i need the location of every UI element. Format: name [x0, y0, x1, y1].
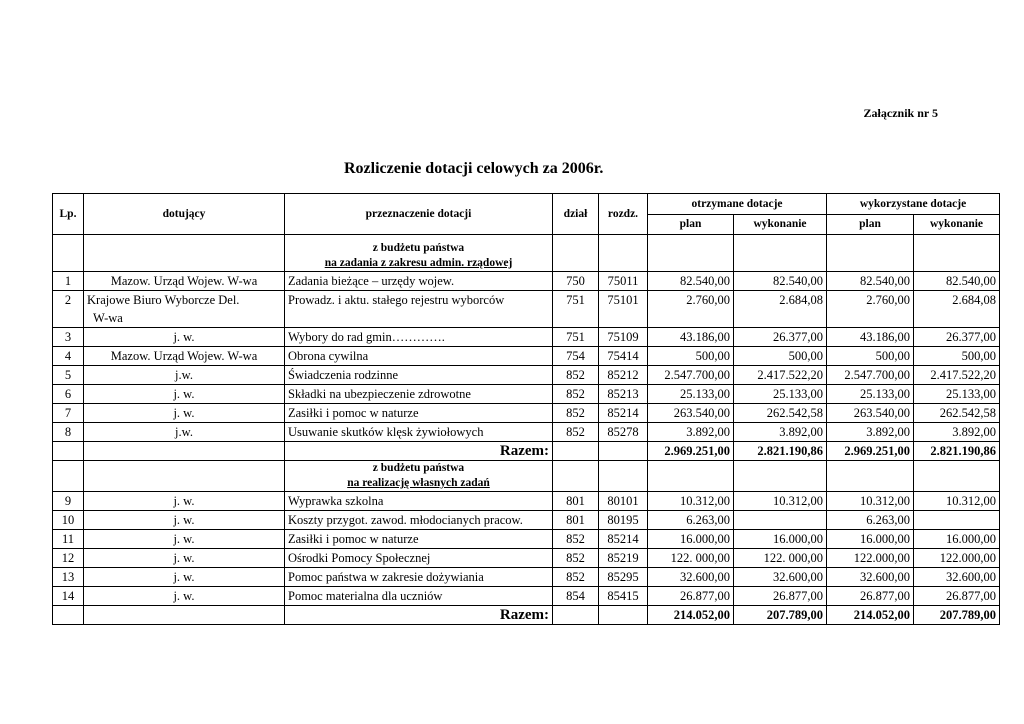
section-1-total-otrzymane-wykonanie: 2.821.190,86 — [734, 442, 827, 461]
header-przeznaczenie: przeznaczenie dotacji — [285, 194, 553, 235]
row-otrzymane-plan: 2.760,00 — [648, 291, 734, 328]
row-przeznaczenie: Koszty przygot. zawod. młodocianych pracow. — [285, 511, 553, 530]
section-2-total-wykorzystane-plan: 214.052,00 — [827, 606, 914, 625]
table-row — [53, 568, 1000, 587]
row-lp: 11 — [53, 530, 84, 549]
row-przeznaczenie: Zasiłki i pomoc w naturze — [285, 404, 553, 423]
row-wykorzystane-plan: 3.892,00 — [827, 423, 914, 442]
row-dotujacy-line2: W-wa — [93, 311, 123, 325]
subsidy-table — [52, 193, 1000, 625]
row-wykorzystane-plan: 2.547.700,00 — [827, 366, 914, 385]
row-wykorzystane-wykonanie: 2.417.522,20 — [914, 366, 1000, 385]
row-rozdz: 75101 — [599, 291, 648, 328]
row-rozdz: 85219 — [599, 549, 648, 568]
row-dzial: 801 — [553, 492, 599, 511]
header-dzial: dział — [553, 194, 599, 235]
row-dotujacy: Mazow. Urząd Wojew. W-wa — [84, 272, 285, 291]
section-2-total-otrzymane-plan: 214.052,00 — [648, 606, 734, 625]
table-row — [53, 423, 1000, 442]
section-1-total-row — [53, 442, 1000, 461]
row-rozdz: 85278 — [599, 423, 648, 442]
row-dotujacy: j. w. — [84, 511, 285, 530]
row-lp: 12 — [53, 549, 84, 568]
header-rozdz: rozdz. — [599, 194, 648, 235]
row-dotujacy: j. w. — [84, 549, 285, 568]
table-row — [53, 549, 1000, 568]
row-rozdz: 85213 — [599, 385, 648, 404]
table-row — [53, 366, 1000, 385]
table-row — [53, 587, 1000, 606]
row-otrzymane-wykonanie: 26.377,00 — [734, 328, 827, 347]
row-otrzymane-plan: 82.540,00 — [648, 272, 734, 291]
row-wykorzystane-plan: 10.312,00 — [827, 492, 914, 511]
header-wykorzystane-wykonanie: wykonanie — [914, 214, 1000, 235]
header-dotujacy: dotujący — [84, 194, 285, 235]
row-wykorzystane-plan: 32.600,00 — [827, 568, 914, 587]
row-wykorzystane-wykonanie: 2.684,08 — [914, 291, 1000, 328]
row-dotujacy: j. w. — [84, 385, 285, 404]
row-lp: 6 — [53, 385, 84, 404]
table-body — [53, 235, 1000, 625]
row-wykorzystane-wykonanie — [914, 511, 1000, 530]
section-1-total-wykorzystane-wykonanie: 2.821.190,86 — [914, 442, 1000, 461]
row-rozdz: 85214 — [599, 530, 648, 549]
row-otrzymane-wykonanie: 82.540,00 — [734, 272, 827, 291]
row-otrzymane-wykonanie: 16.000,00 — [734, 530, 827, 549]
section-1-header — [53, 235, 1000, 272]
row-otrzymane-plan: 25.133,00 — [648, 385, 734, 404]
row-dzial: 754 — [553, 347, 599, 366]
row-rozdz: 85214 — [599, 404, 648, 423]
row-wykorzystane-plan: 500,00 — [827, 347, 914, 366]
row-otrzymane-plan: 43.186,00 — [648, 328, 734, 347]
row-otrzymane-wykonanie: 122. 000,00 — [734, 549, 827, 568]
row-wykorzystane-wykonanie: 122.000,00 — [914, 549, 1000, 568]
row-wykorzystane-plan: 263.540,00 — [827, 404, 914, 423]
row-dotujacy: j. w. — [84, 328, 285, 347]
row-otrzymane-wykonanie: 25.133,00 — [734, 385, 827, 404]
section-2-total-otrzymane-wykonanie: 207.789,00 — [734, 606, 827, 625]
row-dotujacy-line1: Krajowe Biuro Wyborcze Del. — [87, 293, 240, 307]
row-otrzymane-plan: 263.540,00 — [648, 404, 734, 423]
header-otrzymane-plan: plan — [648, 214, 734, 235]
page-title: Rozliczenie dotacji celowych za 2006r. — [344, 160, 604, 177]
row-wykorzystane-plan: 25.133,00 — [827, 385, 914, 404]
row-wykorzystane-wykonanie: 26.377,00 — [914, 328, 1000, 347]
section-2-header — [53, 461, 1000, 492]
header-otrzymane: otrzymane dotacje — [648, 194, 827, 215]
section-1-total-wykorzystane-plan: 2.969.251,00 — [827, 442, 914, 461]
header-wykorzystane: wykorzystane dotacje — [827, 194, 1000, 215]
row-wykorzystane-plan: 6.263,00 — [827, 511, 914, 530]
row-wykorzystane-wykonanie: 82.540,00 — [914, 272, 1000, 291]
section-1-title — [285, 235, 553, 272]
section-2-total-row — [53, 606, 1000, 625]
header-row-1 — [53, 194, 1000, 215]
row-rozdz: 85212 — [599, 366, 648, 385]
header-lp: Lp. — [53, 194, 84, 235]
row-dotujacy: j. w. — [84, 404, 285, 423]
table-row — [53, 328, 1000, 347]
row-wykorzystane-plan: 26.877,00 — [827, 587, 914, 606]
row-dzial: 852 — [553, 423, 599, 442]
row-otrzymane-wykonanie: 3.892,00 — [734, 423, 827, 442]
row-dzial: 852 — [553, 568, 599, 587]
row-przeznaczenie: Pomoc materialna dla uczniów — [285, 587, 553, 606]
annex-label: Załącznik nr 5 — [863, 106, 938, 120]
row-wykorzystane-plan: 16.000,00 — [827, 530, 914, 549]
section-1-line1: z budżetu państwa — [372, 242, 465, 254]
row-dotujacy: j.w. — [84, 366, 285, 385]
table-row — [53, 511, 1000, 530]
table-row — [53, 272, 1000, 291]
row-wykorzystane-wykonanie: 500,00 — [914, 347, 1000, 366]
row-rozdz: 75414 — [599, 347, 648, 366]
row-otrzymane-wykonanie: 262.542,58 — [734, 404, 827, 423]
row-lp: 10 — [53, 511, 84, 530]
row-rozdz: 75109 — [599, 328, 648, 347]
row-przeznaczenie: Wyprawka szkolna — [285, 492, 553, 511]
row-otrzymane-plan: 500,00 — [648, 347, 734, 366]
row-dzial: 751 — [553, 328, 599, 347]
section-2-total-label: Razem: — [285, 606, 553, 625]
row-przeznaczenie: Składki na ubezpieczenie zdrowotne — [285, 385, 553, 404]
section-2-line2: na realizację własnych zadań — [347, 477, 490, 489]
row-wykorzystane-plan: 2.760,00 — [827, 291, 914, 328]
row-dotujacy: j. w. — [84, 587, 285, 606]
row-przeznaczenie: Obrona cywilna — [285, 347, 553, 366]
row-wykorzystane-wykonanie: 32.600,00 — [914, 568, 1000, 587]
row-otrzymane-wykonanie: 26.877,00 — [734, 587, 827, 606]
row-otrzymane-wykonanie: 500,00 — [734, 347, 827, 366]
row-przeznaczenie: Zadania bieżące – urzędy wojew. — [285, 272, 553, 291]
row-otrzymane-plan: 2.547.700,00 — [648, 366, 734, 385]
row-lp: 3 — [53, 328, 84, 347]
row-przeznaczenie: Usuwanie skutków klęsk żywiołowych — [285, 423, 553, 442]
row-wykorzystane-wykonanie: 26.877,00 — [914, 587, 1000, 606]
row-lp: 4 — [53, 347, 84, 366]
row-przeznaczenie: Zasiłki i pomoc w naturze — [285, 530, 553, 549]
table-row — [53, 291, 1000, 328]
section-2-title — [285, 461, 553, 492]
section-2-total-wykorzystane-wykonanie: 207.789,00 — [914, 606, 1000, 625]
row-lp: 7 — [53, 404, 84, 423]
row-rozdz: 85415 — [599, 587, 648, 606]
row-dzial: 854 — [553, 587, 599, 606]
row-otrzymane-wykonanie: 10.312,00 — [734, 492, 827, 511]
row-wykorzystane-wykonanie: 16.000,00 — [914, 530, 1000, 549]
row-otrzymane-wykonanie: 32.600,00 — [734, 568, 827, 587]
row-lp: 2 — [53, 291, 84, 328]
section-2-line1: z budżetu państwa — [372, 462, 465, 474]
row-przeznaczenie: Pomoc państwa w zakresie dożywiania — [285, 568, 553, 587]
row-otrzymane-wykonanie: 2.417.522,20 — [734, 366, 827, 385]
row-dotujacy: j. w. — [84, 530, 285, 549]
row-rozdz: 80195 — [599, 511, 648, 530]
table-row — [53, 492, 1000, 511]
section-1-line2: na zadania z zakresu admin. rządowej — [324, 257, 513, 269]
table-row — [53, 404, 1000, 423]
row-otrzymane-wykonanie: 2.684,08 — [734, 291, 827, 328]
table-row — [53, 530, 1000, 549]
row-lp: 13 — [53, 568, 84, 587]
row-rozdz: 80101 — [599, 492, 648, 511]
row-wykorzystane-plan: 122.000,00 — [827, 549, 914, 568]
row-przeznaczenie: Świadczenia rodzinne — [285, 366, 553, 385]
row-lp: 5 — [53, 366, 84, 385]
row-wykorzystane-plan: 82.540,00 — [827, 272, 914, 291]
row-dzial: 852 — [553, 366, 599, 385]
row-dotujacy: j. w. — [84, 492, 285, 511]
row-wykorzystane-wykonanie: 10.312,00 — [914, 492, 1000, 511]
row-dotujacy: Mazow. Urząd Wojew. W-wa — [84, 347, 285, 366]
row-przeznaczenie: Wybory do rad gmin…………. — [285, 328, 553, 347]
row-dzial: 852 — [553, 530, 599, 549]
row-dotujacy: j.w. — [84, 423, 285, 442]
row-przeznaczenie: Ośrodki Pomocy Społecznej — [285, 549, 553, 568]
row-lp: 14 — [53, 587, 84, 606]
row-przeznaczenie: Prowadz. i aktu. stałego rejestru wyborców — [285, 291, 553, 328]
row-lp: 9 — [53, 492, 84, 511]
row-dzial: 852 — [553, 385, 599, 404]
table-row — [53, 385, 1000, 404]
row-wykorzystane-wykonanie: 262.542,58 — [914, 404, 1000, 423]
row-dzial: 801 — [553, 511, 599, 530]
row-wykorzystane-plan: 43.186,00 — [827, 328, 914, 347]
row-dzial: 852 — [553, 404, 599, 423]
row-dzial: 750 — [553, 272, 599, 291]
row-otrzymane-plan: 16.000,00 — [648, 530, 734, 549]
row-otrzymane-plan: 10.312,00 — [648, 492, 734, 511]
row-dotujacy — [84, 291, 285, 328]
row-lp: 1 — [53, 272, 84, 291]
row-otrzymane-plan: 32.600,00 — [648, 568, 734, 587]
row-otrzymane-plan: 26.877,00 — [648, 587, 734, 606]
table-row — [53, 347, 1000, 366]
section-1-total-otrzymane-plan: 2.969.251,00 — [648, 442, 734, 461]
header-otrzymane-wykonanie: wykonanie — [734, 214, 827, 235]
row-rozdz: 75011 — [599, 272, 648, 291]
row-dzial: 852 — [553, 549, 599, 568]
header-wykorzystane-plan: plan — [827, 214, 914, 235]
row-dotujacy: j. w. — [84, 568, 285, 587]
row-otrzymane-plan: 6.263,00 — [648, 511, 734, 530]
row-dzial: 751 — [553, 291, 599, 328]
row-otrzymane-plan: 3.892,00 — [648, 423, 734, 442]
row-wykorzystane-wykonanie: 25.133,00 — [914, 385, 1000, 404]
row-otrzymane-wykonanie — [734, 511, 827, 530]
row-rozdz: 85295 — [599, 568, 648, 587]
row-otrzymane-plan: 122. 000,00 — [648, 549, 734, 568]
row-wykorzystane-wykonanie: 3.892,00 — [914, 423, 1000, 442]
row-lp: 8 — [53, 423, 84, 442]
section-1-total-label: Razem: — [285, 442, 553, 461]
